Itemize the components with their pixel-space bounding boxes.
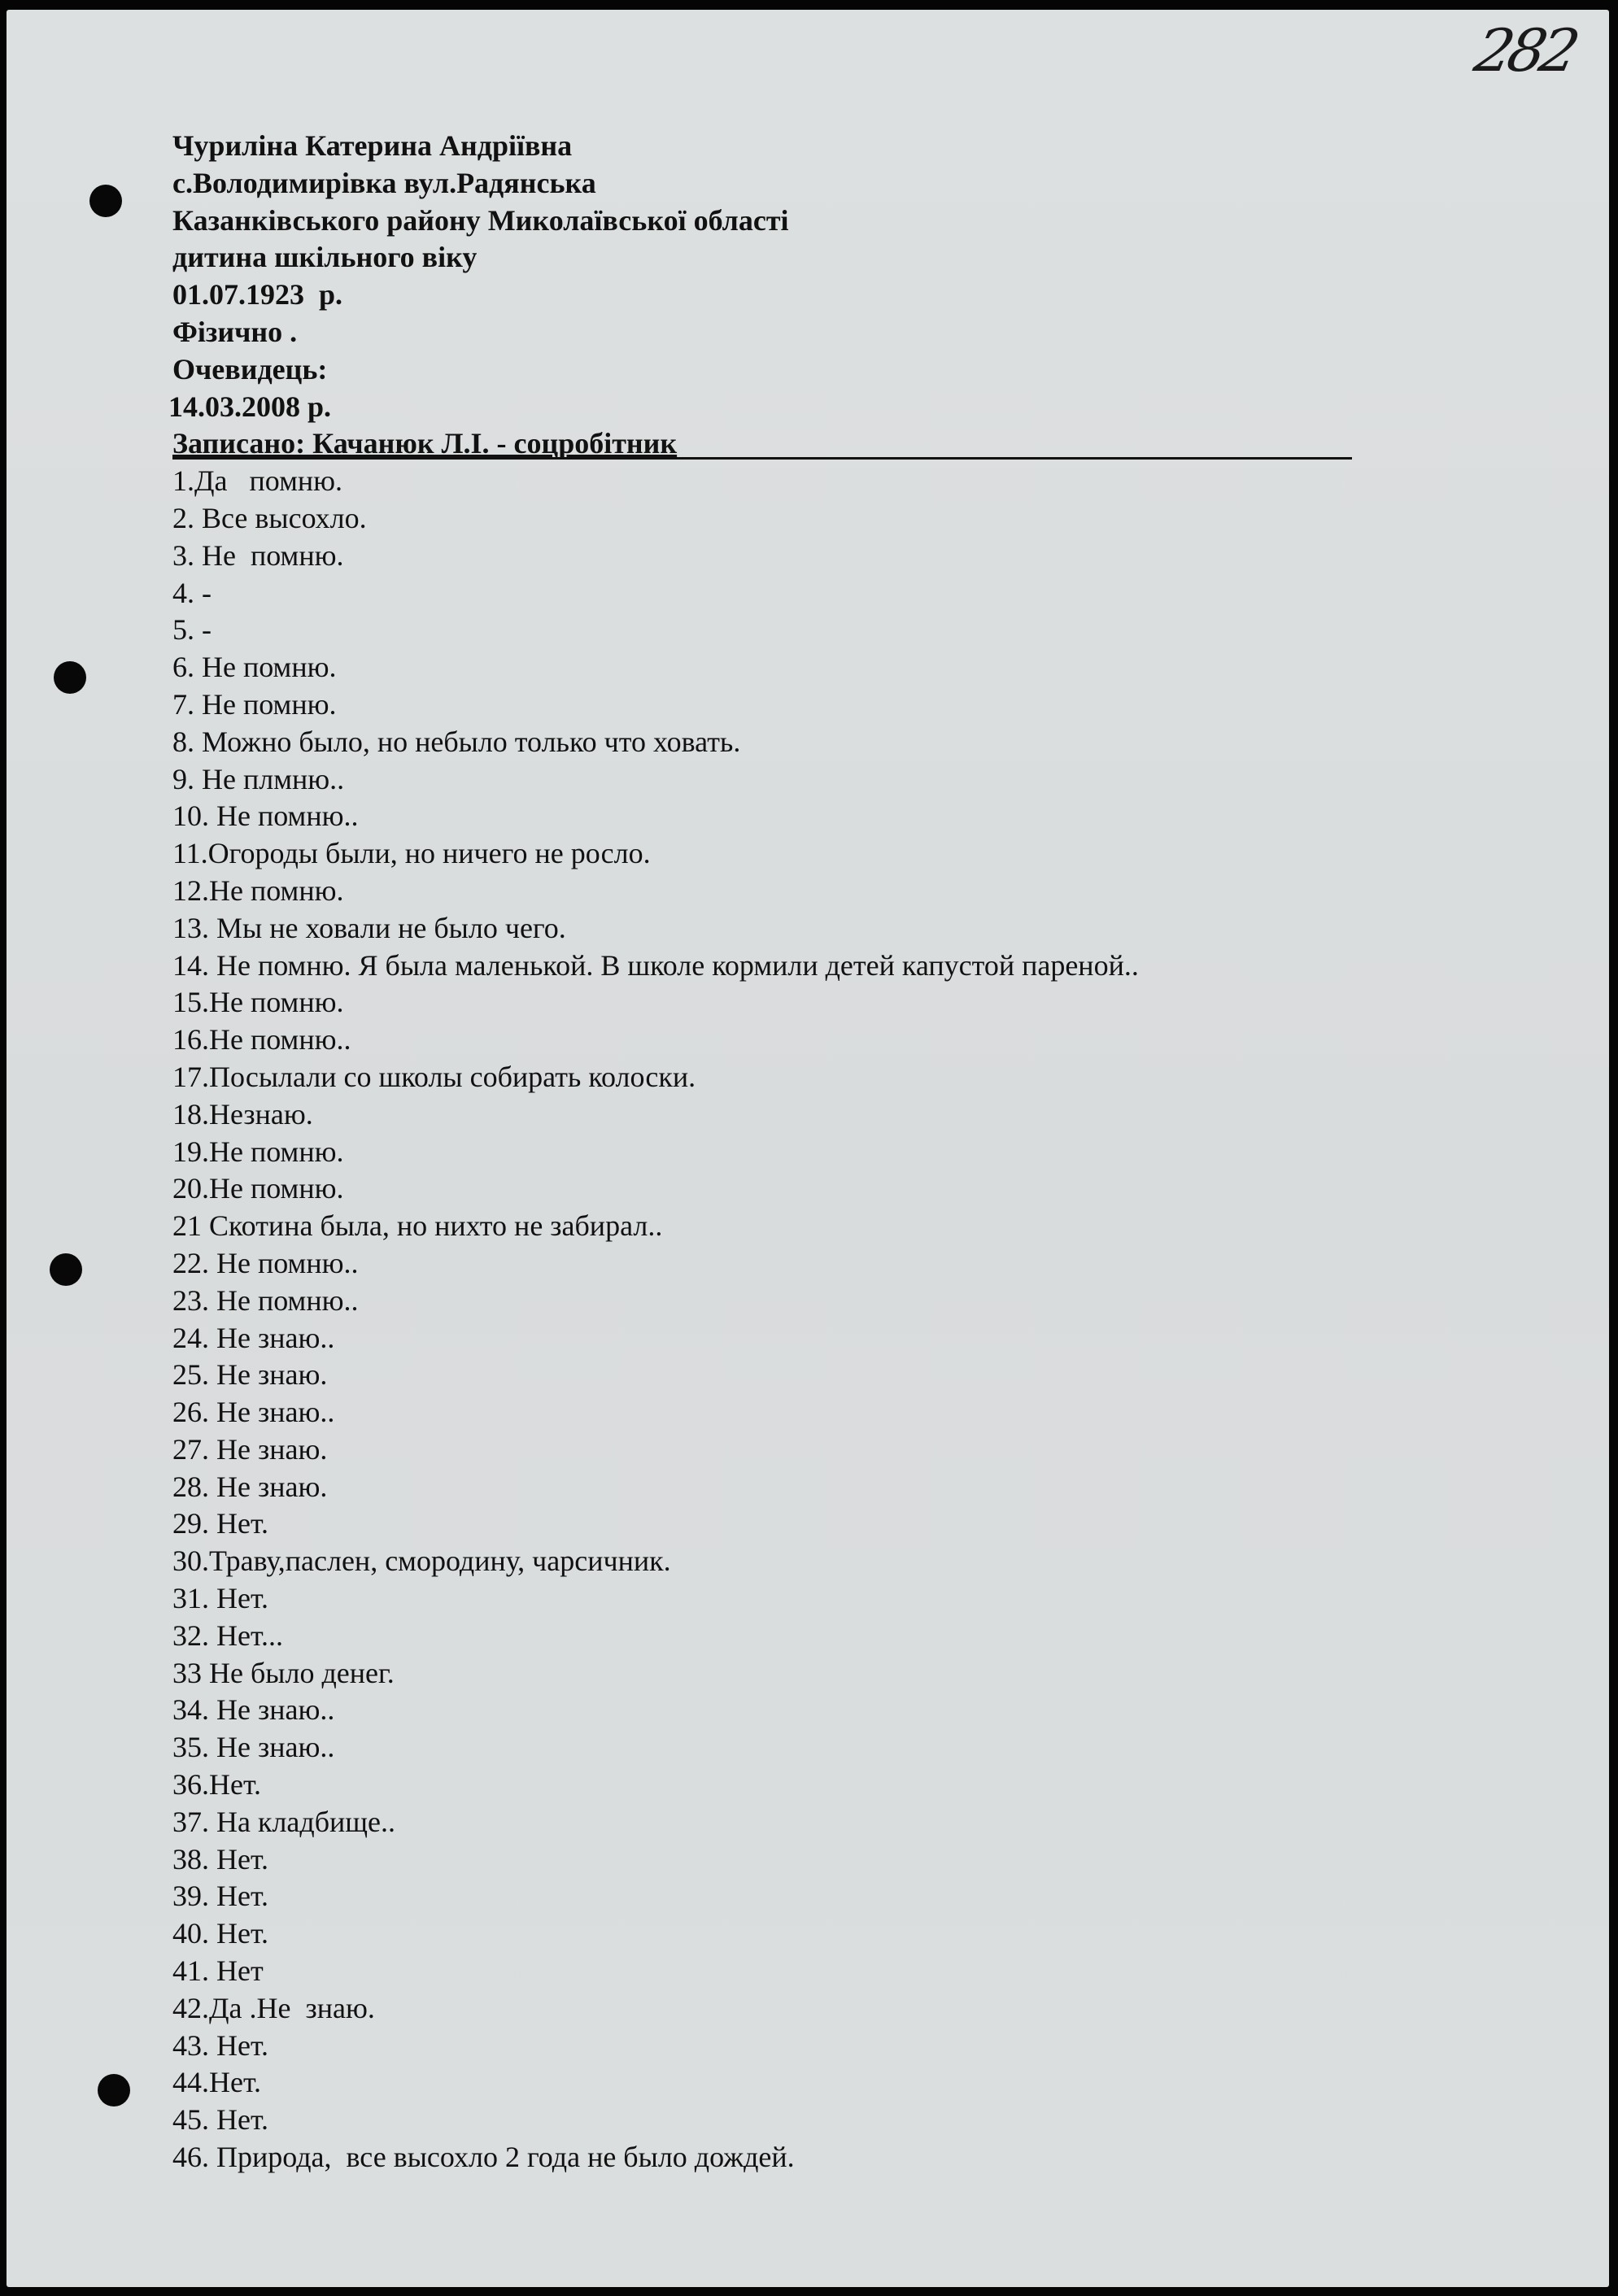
answer-line: 39. Нет. — [172, 1880, 269, 1913]
answer-line: 12.Не помню. — [172, 874, 344, 907]
answer-line: 37. На кладбище.. — [172, 1805, 396, 1838]
answer-line: 41. Нет — [172, 1954, 264, 1988]
answer-line: 45. Нет. — [172, 2103, 269, 2137]
answer-line: 22. Не помню.. — [172, 1246, 359, 1279]
answer-line: 29. Нет. — [172, 1507, 269, 1540]
answer-line: 40. Нет. — [172, 1917, 269, 1950]
answer-line: 44.Нет. — [172, 2066, 262, 2099]
answer-line: 15.Не помню. — [172, 986, 344, 1019]
answer-line: 38. Нет. — [172, 1842, 269, 1876]
answer-line: 14. Не помню. Я была маленькой. В школе кормили детей капустой пареной.. — [172, 948, 1139, 982]
answer-line: 35. Не знаю.. — [172, 1731, 335, 1764]
answer-line: 42.Да .Не знаю. — [172, 1991, 375, 2024]
answer-line: 17.Посылали со школы собирать колоски. — [172, 1060, 696, 1093]
answer-line: 46. Природа, все высохло 2 года не было дождей. — [172, 2141, 795, 2174]
answer-line: 2. Все высохло. — [172, 501, 367, 534]
answer-line: 19.Не помню. — [172, 1135, 344, 1168]
answer-line: 33 Не было денег. — [172, 1656, 395, 1689]
answer-line: 8. Можно было, но небыло только что ховать. — [172, 725, 741, 758]
answer-line: 4. - — [172, 576, 212, 609]
answer-line: 10. Не помню.. — [172, 799, 359, 833]
answers-list — [172, 463, 1352, 2176]
answer-line: 20.Не помню. — [172, 1172, 344, 1205]
answer-line: 13. Мы не ховали не было чего. — [172, 911, 566, 944]
survivor-type: Фізично . — [172, 315, 298, 348]
respondent-address: с.Володимирівка вул.Радянська — [172, 166, 596, 199]
punch-hole — [50, 1253, 82, 1286]
punch-hole — [89, 185, 122, 217]
answer-line: 18.Незнаю. — [172, 1097, 313, 1131]
birth-date: 01.07.1923 р. — [172, 278, 343, 312]
answer-line: 36.Нет. — [172, 1768, 262, 1802]
answer-line: 43. Нет. — [172, 2028, 269, 2062]
answer-line: 34. Не знаю.. — [172, 1693, 335, 1727]
punch-hole — [98, 2074, 130, 2106]
answer-line: 3. Не помню. — [172, 538, 344, 572]
answer-line: 27. Не знаю. — [172, 1432, 328, 1466]
respondent-region: Казанківського району Миколаївської області — [172, 203, 789, 237]
witness-label: Очевидець: — [172, 352, 328, 386]
answer-line: 11.Огороды были, но ничего не росло. — [172, 837, 651, 870]
answer-line: 31. Нет. — [172, 1582, 269, 1615]
answer-line: 30.Траву,паслен, смородину, чарсичник. — [172, 1544, 671, 1578]
recorded-by: Записано: Качанюк Л.І. - соцробітник — [172, 425, 1352, 463]
respondent-name: Чуриліна Катерина Андріївна — [172, 129, 573, 162]
answer-line: 25. Не знаю. — [172, 1358, 328, 1392]
document-text — [168, 128, 1352, 2176]
answer-line: 21 Скотина была, но нихто не забирал.. — [172, 1209, 663, 1243]
answer-line: 9. Не плмню.. — [172, 762, 345, 795]
answer-line: 7. Не помню. — [172, 687, 337, 721]
answer-line: 1.Да помню. — [172, 464, 343, 498]
answer-line: 28. Не знаю. — [172, 1470, 328, 1503]
age-group: дитина шкільного віку — [172, 241, 478, 274]
answer-line: 5. - — [172, 613, 212, 647]
answer-line: 32. Нет... — [172, 1619, 284, 1652]
answer-line: 23. Не помню.. — [172, 1283, 359, 1317]
handwritten-page-number: 282 — [1469, 16, 1581, 85]
answer-line: 24. Не знаю.. — [172, 1321, 335, 1354]
answer-line: 6. Не помню. — [172, 651, 337, 684]
answer-line: 16.Не помню.. — [172, 1023, 351, 1057]
answer-line: 26. Не знаю.. — [172, 1396, 335, 1429]
interview-date: 14.03.2008 р. — [168, 390, 332, 423]
punch-hole — [54, 661, 86, 694]
